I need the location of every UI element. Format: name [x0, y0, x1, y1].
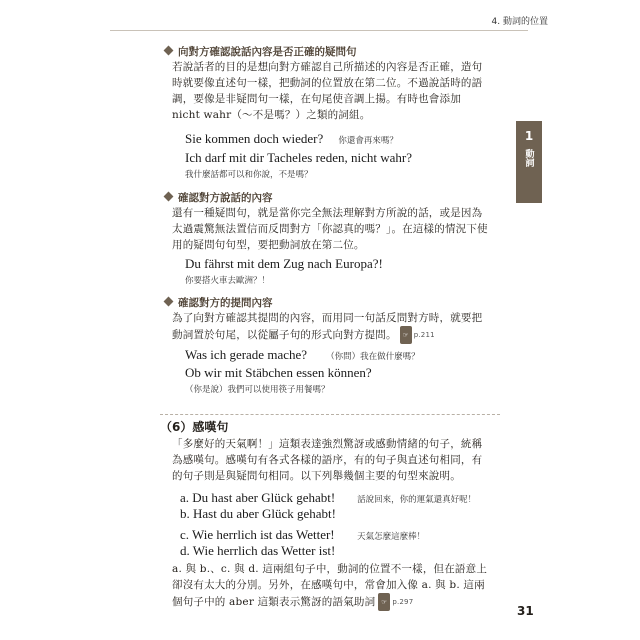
chapter-tab	[516, 121, 542, 203]
section-divider	[160, 414, 500, 416]
translation: 我什麼話都可以和你說，不是嗎？	[185, 170, 313, 180]
german-example: Was ich gerade mache?	[185, 347, 308, 362]
german-example: d. Wie herrlich das Wetter ist!	[180, 543, 336, 558]
diamond-bullet-icon	[164, 192, 174, 202]
section-paragraph: 若說話者的目的是想向對方確認自己所描述的內容是否正確，造句時就要像直述句一樣，把動詞的位置放在第二位。不過說話時的語調，要像是非疑問句一樣，在句尾使音調上揚。有時也會添加 nicht wahr（～不是嗎？）之類的詞組。	[172, 61, 483, 121]
example-row	[185, 128, 398, 147]
german-example: Sie kommen doch wieder?	[185, 131, 324, 146]
german-example: Ob wir mit Stäbchen essen können?	[185, 365, 372, 380]
section-6-paragraph: 「多麼好的天氣啊！」這類表達強烈驚訝或感動情緒的句子，統稱為感嘆句。感嘆句有各式各樣的語序，有的句子與直述句相同，有的句子則是與疑問句相同。以下列舉幾個主要的句型來說明。	[172, 438, 483, 482]
example-row	[185, 344, 420, 363]
translation: 你要搭火車去歐洲？！	[185, 276, 271, 286]
section-title-confirm-content: 確認對方說話的內容	[165, 190, 273, 205]
german-example: Du fährst mit dem Zug nach Europa?!	[185, 256, 383, 271]
chapter-number: 1	[524, 129, 534, 143]
header-divider	[110, 30, 528, 31]
section-title-confirm-statement: 向對方確認說話內容是否正確的疑問句	[165, 44, 357, 59]
page-reference-icon: ☞	[378, 593, 390, 611]
diamond-bullet-icon	[164, 297, 174, 307]
translation: （你是說）我們可以使用筷子用餐嗎？	[185, 385, 330, 395]
diamond-bullet-icon	[164, 46, 174, 56]
page-reference-icon: ☞	[400, 326, 412, 344]
translation: 天氣怎麼這麼棒！	[357, 532, 426, 542]
page-number: 31	[517, 604, 534, 618]
translation: 話說回來，你的運氣還真好呢！	[357, 495, 477, 505]
page-reference: p.297	[392, 598, 414, 606]
chapter-label: 動詞	[523, 149, 534, 167]
section-paragraph: 還有一種疑問句，就是當你完全無法理解對方所說的話，或是因為太過震驚無法置信而反問對方「你認真的嗎？」。在這樣的情況下使用的疑問句句型，要把動詞放在第二位。	[172, 207, 488, 251]
translation: 你還會再來嗎？	[338, 136, 398, 146]
section-6-note: a. 與 b.、c. 與 d. 這兩組句子中，動詞的位置不一樣，但在語意上卻沒有太大的分別。另外，在感嘆句中，常會加入像 a. 與 b. 這兩個句子中的 aber 這類表示驚訝的語氣助詞 ☞ p.297	[172, 561, 492, 611]
page-reference: p.211	[413, 331, 435, 339]
section-title-confirm-question: 確認對方的提問內容	[165, 295, 273, 310]
translation: （你問）我在做什麼嗎？	[326, 352, 420, 362]
german-example: Ich darf mit dir Tacheles reden, nicht wahr?	[185, 150, 412, 165]
example-row	[180, 503, 352, 522]
running-header: 4. 動詞的位置	[491, 17, 548, 27]
example-row	[180, 540, 352, 559]
german-example: a. Du hast aber Glück gehabt!	[180, 490, 336, 505]
german-example: b. Hast du aber Glück gehabt!	[180, 506, 336, 521]
section-6-title: （6）感嘆句	[160, 420, 229, 434]
section-paragraph: 為了向對方確認其提問的內容，而用同一句話反問對方時，就要把動詞置於句尾，以從屬子句的形式向對方提問。 ☞ p.211	[172, 310, 492, 344]
german-example: c. Wie herrlich ist das Wetter!	[180, 527, 335, 542]
